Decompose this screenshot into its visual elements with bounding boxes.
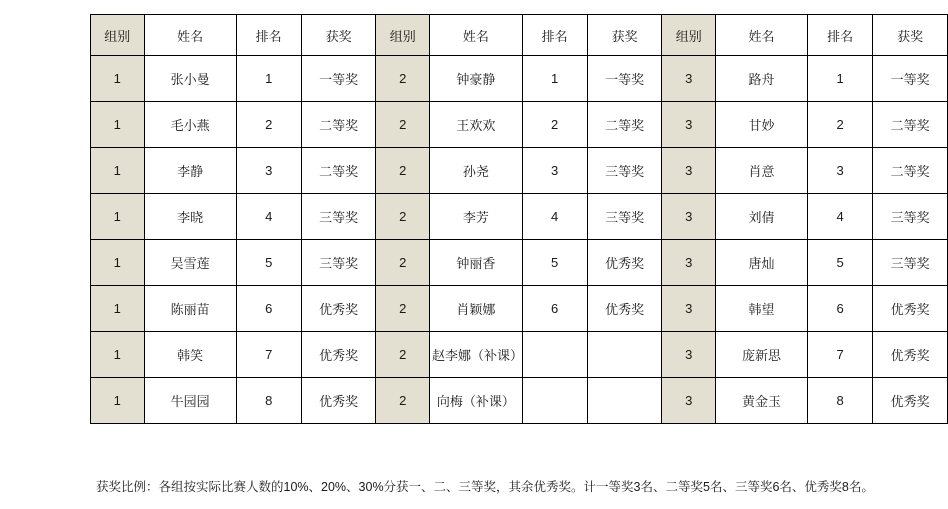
cell-name: 赵李娜（补课） <box>430 332 523 378</box>
cell-group: 2 <box>376 286 430 332</box>
cell-name: 韩笑 <box>144 332 236 378</box>
cell-rank: 2 <box>236 102 301 148</box>
header-award-1: 获奖 <box>301 15 376 56</box>
cell-group: 1 <box>91 378 145 424</box>
cell-name: 肖颖娜 <box>430 286 523 332</box>
header-name-3: 姓名 <box>716 15 808 56</box>
cell-award: 三等奖 <box>301 240 376 286</box>
cell-name: 李晓 <box>144 194 236 240</box>
cell-name: 韩望 <box>716 286 808 332</box>
cell-name: 毛小燕 <box>144 102 236 148</box>
cell-name: 唐灿 <box>716 240 808 286</box>
cell-group: 1 <box>91 332 145 378</box>
cell-award: 二等奖 <box>587 102 662 148</box>
cell-rank: 3 <box>808 148 873 194</box>
cell-group: 1 <box>91 286 145 332</box>
header-award-3: 获奖 <box>873 15 948 56</box>
cell-rank: 4 <box>236 194 301 240</box>
cell-award <box>587 378 662 424</box>
cell-award: 二等奖 <box>873 102 948 148</box>
cell-name: 庞新思 <box>716 332 808 378</box>
cell-rank: 1 <box>808 56 873 102</box>
cell-name: 黄金玉 <box>716 378 808 424</box>
cell-award: 优秀奖 <box>873 286 948 332</box>
cell-award: 一等奖 <box>301 56 376 102</box>
cell-rank: 6 <box>522 286 587 332</box>
cell-rank: 4 <box>522 194 587 240</box>
cell-award: 一等奖 <box>873 56 948 102</box>
cell-award: 二等奖 <box>301 148 376 194</box>
cell-award: 优秀奖 <box>301 378 376 424</box>
cell-award: 优秀奖 <box>587 240 662 286</box>
cell-name: 肖意 <box>716 148 808 194</box>
cell-group: 3 <box>662 378 716 424</box>
cell-award: 三等奖 <box>301 194 376 240</box>
table-header-row <box>91 15 948 56</box>
table-row <box>91 378 948 424</box>
cell-rank: 2 <box>522 102 587 148</box>
cell-award: 优秀奖 <box>301 332 376 378</box>
cell-group: 2 <box>376 148 430 194</box>
cell-name: 陈丽苗 <box>144 286 236 332</box>
cell-name: 李芳 <box>430 194 523 240</box>
cell-rank <box>522 378 587 424</box>
cell-group: 1 <box>91 148 145 194</box>
cell-rank: 4 <box>808 194 873 240</box>
cell-award: 优秀奖 <box>587 286 662 332</box>
cell-group: 3 <box>662 332 716 378</box>
table-row <box>91 56 948 102</box>
cell-rank: 5 <box>522 240 587 286</box>
header-group-3: 组别 <box>662 15 716 56</box>
award-table-container <box>90 14 948 424</box>
cell-rank: 7 <box>808 332 873 378</box>
header-award-2: 获奖 <box>587 15 662 56</box>
cell-group: 3 <box>662 148 716 194</box>
cell-name: 王欢欢 <box>430 102 523 148</box>
cell-award: 三等奖 <box>873 194 948 240</box>
header-name-1: 姓名 <box>144 15 236 56</box>
cell-award <box>587 332 662 378</box>
cell-award: 三等奖 <box>587 194 662 240</box>
cell-award: 一等奖 <box>587 56 662 102</box>
cell-name: 向梅（补课） <box>430 378 523 424</box>
table-row <box>91 332 948 378</box>
cell-rank: 8 <box>236 378 301 424</box>
cell-rank: 3 <box>522 148 587 194</box>
cell-name: 吴雪莲 <box>144 240 236 286</box>
header-rank-1: 排名 <box>236 15 301 56</box>
cell-group: 2 <box>376 332 430 378</box>
cell-group: 1 <box>91 194 145 240</box>
cell-rank <box>522 332 587 378</box>
cell-group: 2 <box>376 240 430 286</box>
cell-name: 甘妙 <box>716 102 808 148</box>
cell-award: 优秀奖 <box>873 332 948 378</box>
cell-rank: 7 <box>236 332 301 378</box>
cell-group: 1 <box>91 102 145 148</box>
cell-rank: 6 <box>236 286 301 332</box>
cell-group: 2 <box>376 56 430 102</box>
cell-rank: 1 <box>522 56 587 102</box>
cell-name: 张小曼 <box>144 56 236 102</box>
cell-name: 路舟 <box>716 56 808 102</box>
header-name-2: 姓名 <box>430 15 523 56</box>
cell-name: 钟丽香 <box>430 240 523 286</box>
cell-award: 三等奖 <box>873 240 948 286</box>
cell-group: 3 <box>662 240 716 286</box>
award-ratio-footnote: 获奖比例：各组按实际比赛人数的10%、20%、30%分获一、二、三等奖，其余优秀奖。计一等奖3名、二等奖5名、三等奖6名、优秀奖8名。 <box>96 480 874 494</box>
table-row <box>91 286 948 332</box>
cell-name: 钟豪静 <box>430 56 523 102</box>
table-row <box>91 194 948 240</box>
award-results-table <box>90 14 948 424</box>
cell-rank: 8 <box>808 378 873 424</box>
table-row <box>91 148 948 194</box>
cell-award: 二等奖 <box>873 148 948 194</box>
cell-name: 牛园园 <box>144 378 236 424</box>
cell-rank: 3 <box>236 148 301 194</box>
cell-award: 二等奖 <box>301 102 376 148</box>
cell-group: 3 <box>662 56 716 102</box>
cell-group: 1 <box>91 56 145 102</box>
cell-rank: 1 <box>236 56 301 102</box>
cell-name: 刘倩 <box>716 194 808 240</box>
cell-rank: 5 <box>236 240 301 286</box>
header-rank-2: 排名 <box>522 15 587 56</box>
award-table-body <box>91 15 948 424</box>
header-rank-3: 排名 <box>808 15 873 56</box>
cell-name: 李静 <box>144 148 236 194</box>
header-group-1: 组别 <box>91 15 145 56</box>
cell-name: 孙尧 <box>430 148 523 194</box>
table-row <box>91 102 948 148</box>
cell-rank: 6 <box>808 286 873 332</box>
cell-group: 3 <box>662 286 716 332</box>
cell-group: 2 <box>376 102 430 148</box>
cell-award: 优秀奖 <box>873 378 948 424</box>
header-group-2: 组别 <box>376 15 430 56</box>
cell-group: 2 <box>376 194 430 240</box>
cell-group: 3 <box>662 194 716 240</box>
cell-rank: 2 <box>808 102 873 148</box>
cell-group: 3 <box>662 102 716 148</box>
cell-group: 2 <box>376 378 430 424</box>
table-row <box>91 240 948 286</box>
cell-award: 优秀奖 <box>301 286 376 332</box>
cell-group: 1 <box>91 240 145 286</box>
cell-rank: 5 <box>808 240 873 286</box>
cell-award: 三等奖 <box>587 148 662 194</box>
